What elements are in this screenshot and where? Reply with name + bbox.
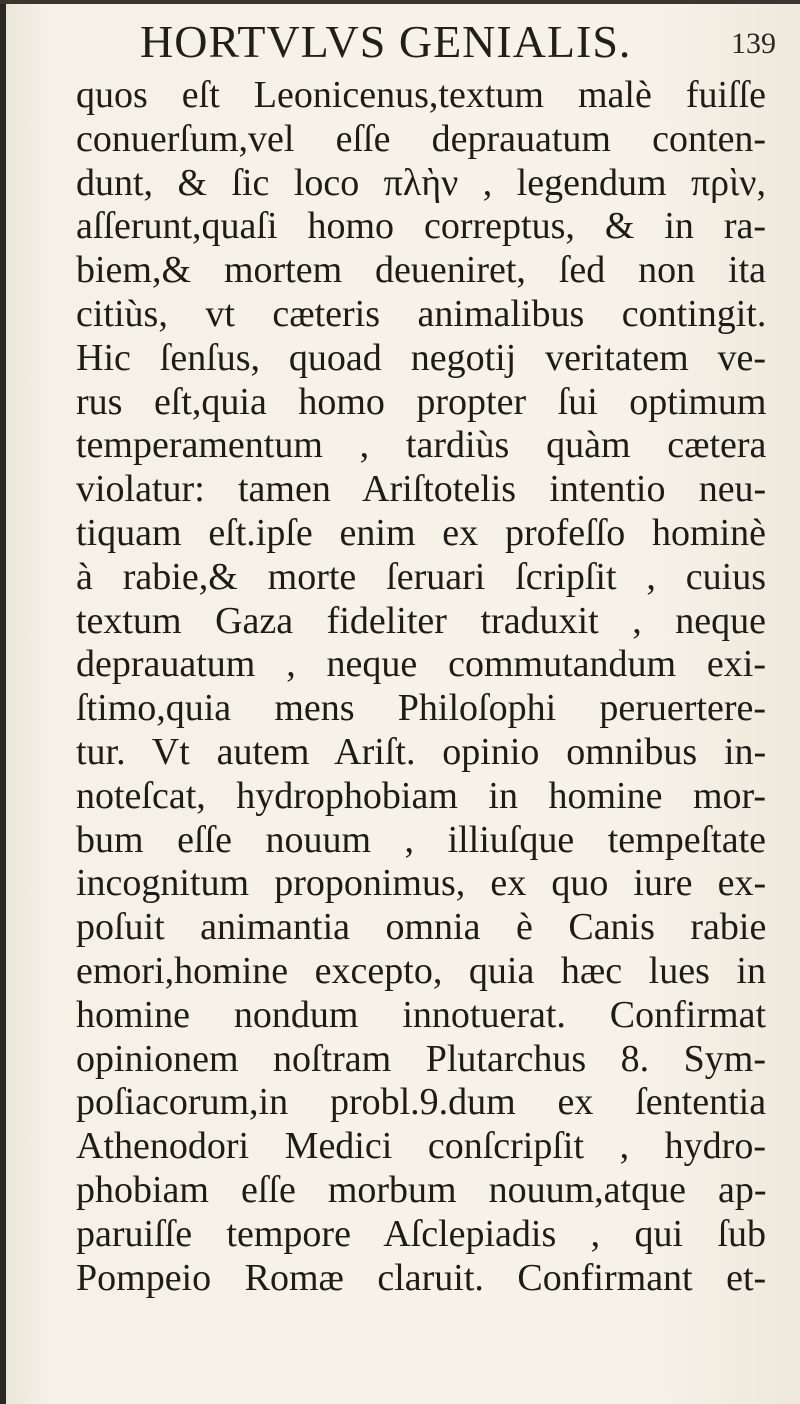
text-line: dunt, & ſic loco πλὴν , legendum πρὶν, <box>76 161 766 204</box>
text-line: textum Gaza fideliter traduxit , neque <box>76 599 766 642</box>
text-line: tiquam eſt.ipſe enim ex profeſſo hominè <box>76 511 766 554</box>
text-line: quos eſt Leonicenus,textum malè fuiſſe <box>76 74 766 116</box>
text-line: deprauatum , neque commutandum exi- <box>76 643 766 686</box>
text-line: à rabie,& morte ſeruari ſcripſit , cuius <box>76 555 766 598</box>
text-line: violatur: tamen Ariſtotelis intentio neu- <box>76 468 766 511</box>
text-line: rus eſt,quia homo propter ſui optimum <box>76 380 766 423</box>
text-line: opinionem noſtram Plutarchus 8. Sym- <box>76 1037 766 1080</box>
text-line: biem,& mortem deueniret, ſed non ita <box>76 249 766 292</box>
text-line: Athenodori Medici conſcripſit , hydro- <box>76 1125 766 1168</box>
page-header <box>140 16 780 68</box>
text-line: ſtimo,quia mens Philoſophi peruertere- <box>76 687 766 730</box>
body-text <box>76 74 766 1300</box>
text-line: citiùs, vt cæteris animalibus contingit. <box>76 292 766 335</box>
page-number: 139 <box>731 27 776 60</box>
text-line: Hic ſenſus, quoad negotij veritatem ve- <box>76 336 766 379</box>
text-line: poſiacorum,in probl.9.dum ex ſententia <box>76 1081 766 1124</box>
text-line: poſuit animantia omnia è Canis rabie <box>76 906 766 949</box>
text-line: Pompeio Romæ claruit. Confirmant et- <box>76 1256 766 1299</box>
page-left-edge <box>0 0 6 1404</box>
text-line: phobiam eſſe morbum nouum,atque ap- <box>76 1168 766 1211</box>
text-line: emori,homine excepto, quia hæc lues in <box>76 949 766 992</box>
text-line: incognitum proponimus, ex quo iure ex- <box>76 862 766 905</box>
text-line: paruiſſe tempore Aſclepiadis , qui ſub <box>76 1212 766 1255</box>
text-line: conuerſum,vel eſſe deprauatum conten- <box>76 117 766 160</box>
text-line: tur. Vt autem Ariſt. opinio omnibus in- <box>76 730 766 773</box>
text-line: noteſcat, hydrophobiam in homine mor- <box>76 774 766 817</box>
text-line: bum eſſe nouum , illiuſque tempeſtate <box>76 818 766 861</box>
text-line: temperamentum , tardiùs quàm cætera <box>76 424 766 467</box>
text-line: homine nondum innotuerat. Confirmat <box>76 993 766 1036</box>
page-top-edge <box>0 0 800 4</box>
running-title: HORTVLVS GENIALIS. <box>140 16 632 67</box>
text-line: aſſerunt,quaſi homo correptus, & in ra- <box>76 205 766 248</box>
